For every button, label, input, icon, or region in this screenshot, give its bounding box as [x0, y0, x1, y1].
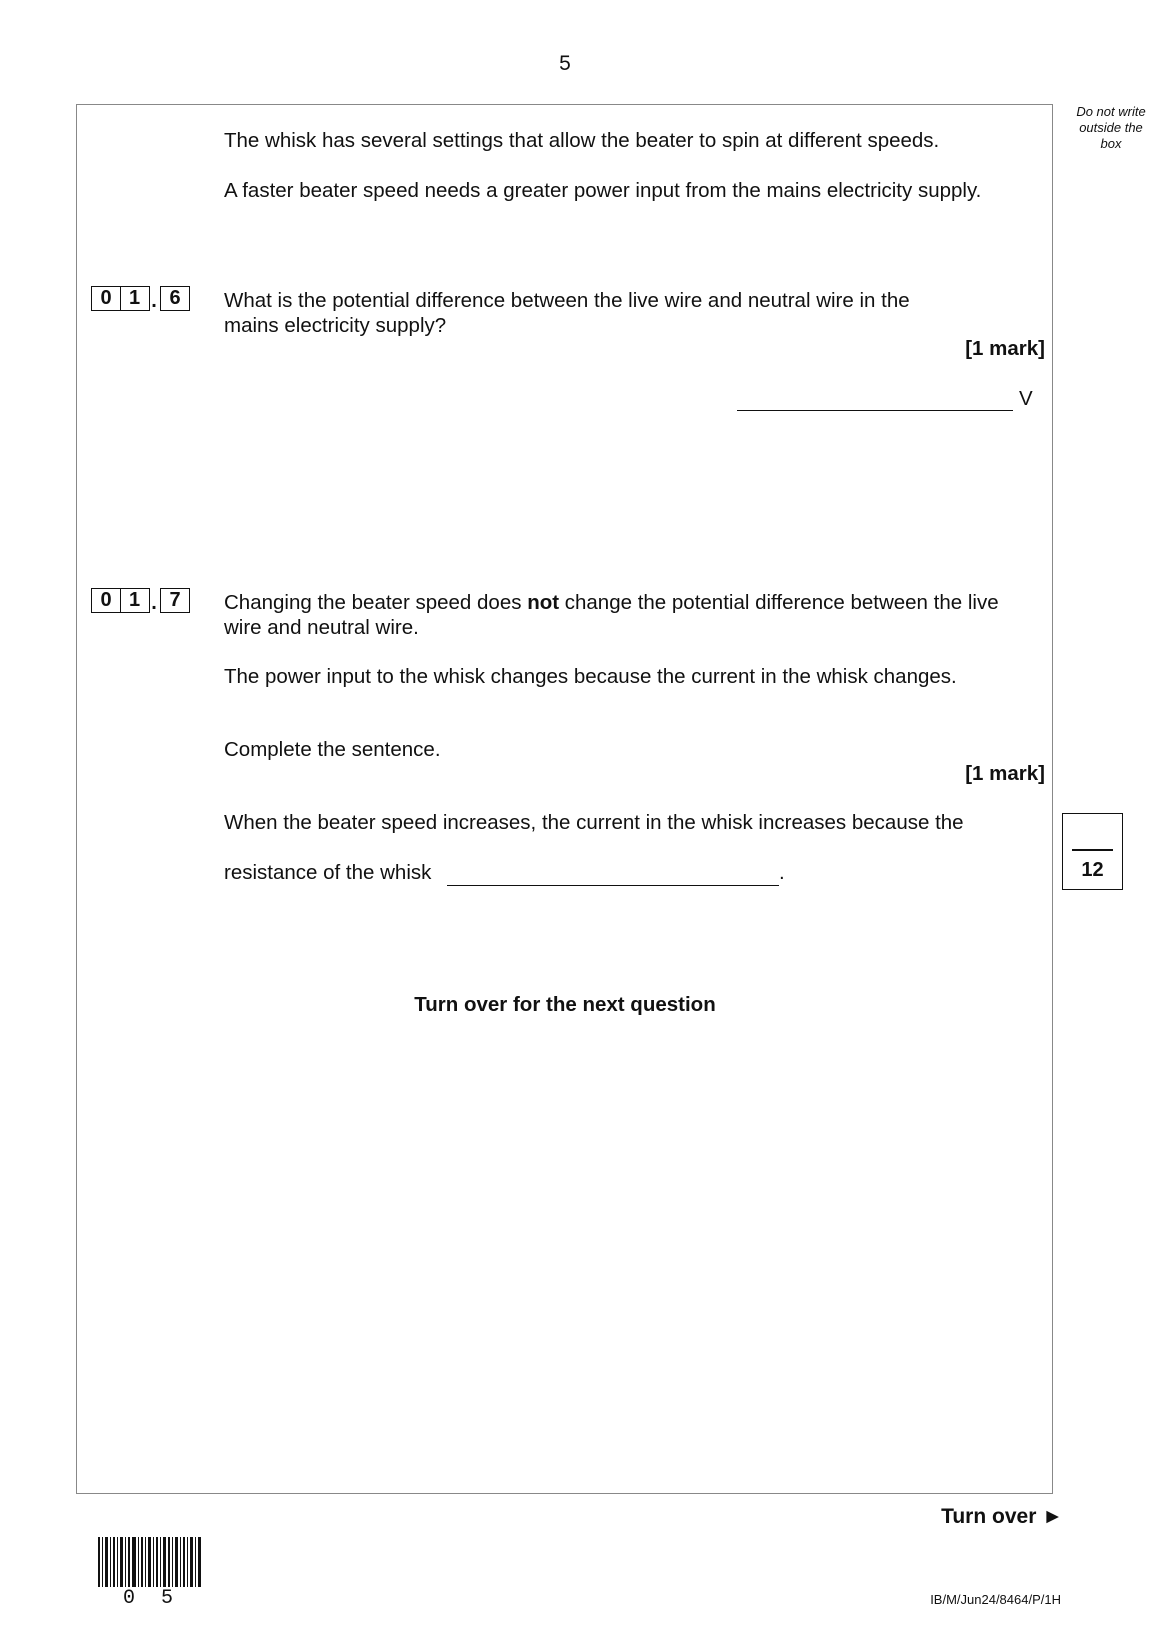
margin-note-line: outside the: [1079, 120, 1143, 135]
sentence-end: .: [779, 861, 785, 884]
question-text-part: Changing the beater speed does: [224, 591, 528, 614]
margin-note-line: box: [1100, 136, 1122, 151]
question-number-01-6: [91, 284, 189, 311]
page-number: 5: [559, 52, 571, 75]
question-separator: .: [151, 592, 157, 614]
question-number-01-7: [91, 586, 189, 613]
intro-paragraph: The whisk has several settings that allow the beater to spin at different speeds.: [224, 129, 940, 152]
question-text-part: change the potential difference between the live: [559, 591, 999, 614]
barcode-digits: 0 5: [123, 1587, 181, 1610]
question-text: The power input to the whisk changes because the current in the whisk changes.: [224, 665, 957, 688]
intro-paragraph: A faster beater speed needs a greater power input from the mains electricity supply.: [224, 179, 982, 202]
sentence-start: resistance of the whisk: [224, 861, 432, 884]
question-digit: 7: [160, 588, 190, 613]
turn-over-label: Turn over ►: [941, 1505, 1063, 1528]
question-digit: 1: [120, 286, 150, 311]
margin-note: [1062, 104, 1158, 152]
answer-line-resistance[interactable]: [447, 885, 779, 886]
emphasis-not: not: [527, 591, 560, 614]
barcode-icon: [98, 1537, 202, 1587]
instruction-text: Complete the sentence.: [224, 738, 441, 761]
question-separator: .: [151, 290, 157, 312]
question-digit: 6: [160, 286, 190, 311]
question-text: What is the potential difference between the live wire and neutral wire in the: [224, 289, 910, 312]
score-rule: [1072, 849, 1113, 851]
marks-label: [1 mark]: [965, 337, 1045, 360]
page-code: IB/M/Jun24/8464/P/1H: [930, 1592, 1061, 1607]
score-box: [1062, 813, 1123, 890]
question-digit: 1: [120, 588, 150, 613]
question-text: mains electricity supply?: [224, 314, 447, 337]
next-question-note: Turn over for the next question: [414, 993, 716, 1016]
answer-line-voltage[interactable]: [737, 410, 1013, 411]
unit-label: V: [1019, 387, 1033, 410]
marks-label: [1 mark]: [965, 762, 1045, 785]
margin-note-line: Do not write: [1076, 104, 1146, 119]
score-total: 12: [1081, 859, 1104, 881]
question-digit: 0: [91, 588, 121, 613]
question-text: When the beater speed increases, the current in the whisk increases because the: [224, 811, 964, 834]
question-text: [224, 590, 999, 615]
question-text: wire and neutral wire.: [224, 616, 419, 639]
question-digit: 0: [91, 286, 121, 311]
